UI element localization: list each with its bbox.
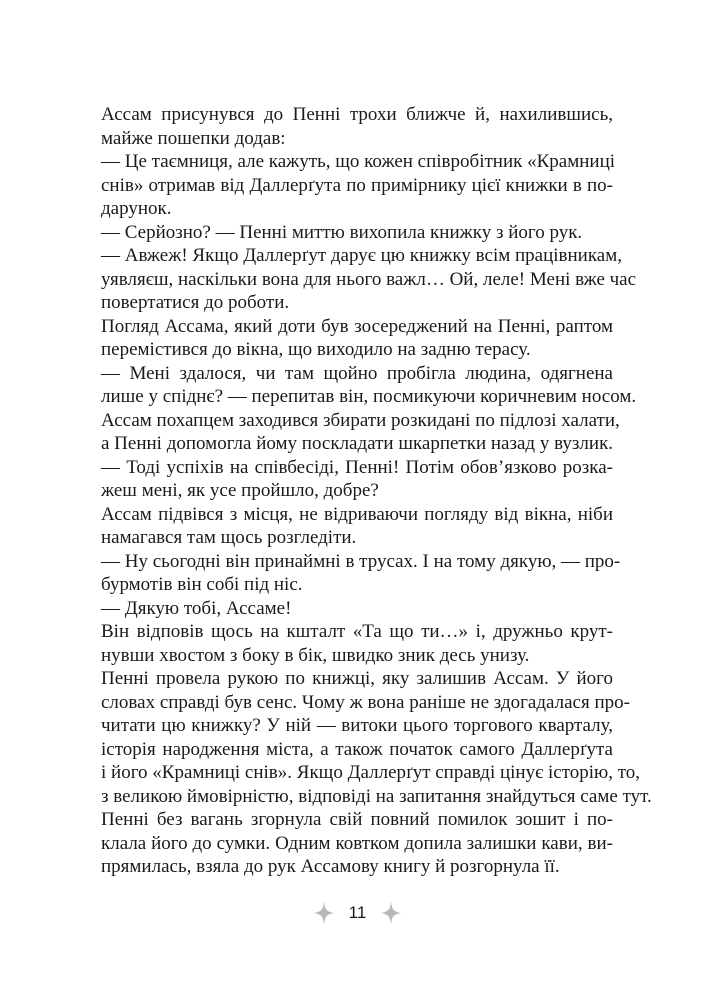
paragraph [101,550,621,597]
paragraph [101,315,613,362]
text-line: Погляд Ассама, який доти був зосереджений на Пенні, раптом [101,315,613,337]
text-line: а Пенні допомогла йому поскладати шкарпетки назад у вузлик. [101,433,614,454]
paragraph [101,221,613,245]
paragraph [101,503,613,550]
paragraph [101,456,613,503]
text-line: — Це таємниця, але кажуть, що кожен співробітник «Крамниці [101,151,616,172]
paragraph [101,667,652,808]
text-line: намагався там щось розгледіти. [101,527,357,548]
text-line: клала його до сумки. Одним ковтком допила залишки кави, ви- [101,832,613,854]
text-line: — Авжеж! Якщо Даллерґут дарує цю книжку всім працівникам, [101,245,622,266]
text-line: Ассам присунувся до Пенні трохи ближче й, нахилившись, [101,104,613,125]
text-line: з великою ймовірністю, відповіді на запитання знайдуться саме тут. [101,785,652,807]
text-line: майже пошепки додав: [101,127,286,149]
text-line: історія народження міста, а також початок самого Даллерґута [101,738,613,760]
right-star-icon [380,900,402,926]
left-star-icon [313,900,335,926]
text-line: жеш мені, як усе пройшло, добре? [101,480,379,501]
text-line: перемістився до вікна, що виходило на задню терасу. [101,339,531,360]
text-line: Ассам підвівся з місця, не відриваючи погляду від вікна, ніби [101,503,613,525]
paragraph [101,103,613,150]
page-number: 11 [348,903,367,922]
text-line: Він відповів щось на кшталт «Та що ти…» і, дружньо крут- [101,621,613,642]
body-text [101,103,652,879]
text-line: нувши хвостом з боку в бік, швидко зник десь унизу. [101,644,530,666]
text-line: прямилась, взяла до рук Ассамову книгу й розгорнула її. [101,856,560,877]
text-line: лише у спіднє? — перепитав він, посмикуючи коричневим носом. [101,386,637,407]
text-line: Пенні без вагань згорнула свій повний помилок зошит і по- [101,809,613,830]
paragraph [101,362,637,409]
text-line: Пенні провела рукою по книжці, яку залишив Ассам. У його [101,668,613,689]
paragraph [101,808,613,879]
text-line: читати цю книжку? У ній — витоки цього торгового кварталу, [101,715,613,736]
text-line: — Дякую тобі, Ассаме! [101,597,292,619]
text-line: Ассам похапцем заходився збирати розкидані по підлозі халати, [101,409,620,431]
paragraph [101,409,620,456]
text-line: — Ну сьогодні він принаймні в трусах. І на тому дякую, — про- [101,550,621,572]
text-line: бурмотів він собі під ніс. [101,574,303,595]
paragraph [101,150,616,221]
paragraph [101,597,613,621]
text-line: — Тоді успіхів на співбесіді, Пенні! Потім обов’язково розка- [101,456,613,478]
text-line: дарунок. [101,198,172,219]
text-line: снів» отримав від Даллерґута по примірнику цієї книжки в по- [101,174,613,196]
text-line: уявляєш, наскільки вона для нього важл… Ой, леле! Мені вже час [101,268,637,290]
text-line: і його «Крамниці снів». Якщо Даллерґут справді цінує історію, то, [101,762,641,783]
paragraph [101,244,637,315]
text-line: — Серйозно? — Пенні миттю вихопила книжку з його рук. [101,221,583,243]
page-footer [0,900,715,926]
text-line: — Мені здалося, чи там щойно пробігла людина, одягнена [101,362,613,384]
text-line: словах справді був сенс. Чому ж вона раніше не здогадалася про- [101,691,630,713]
text-line: повертатися до роботи. [101,292,290,313]
paragraph [101,620,613,667]
